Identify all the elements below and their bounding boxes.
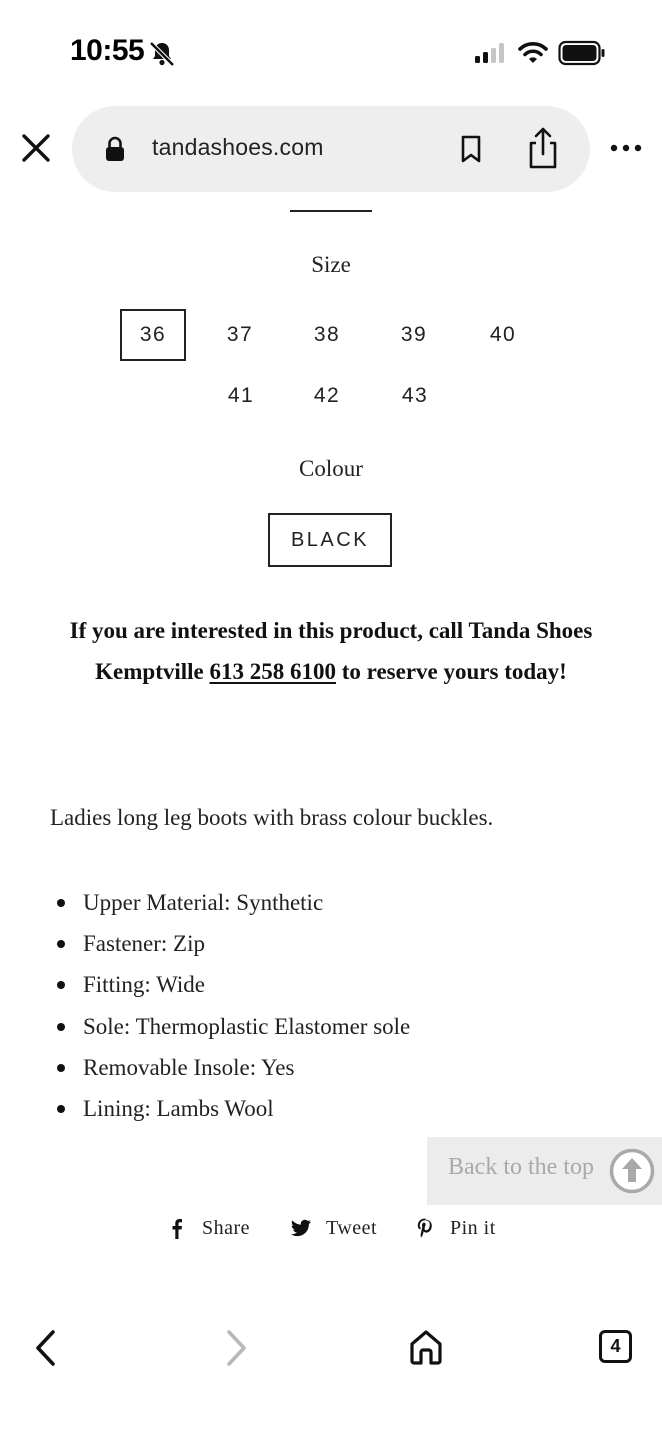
spec-item: Fastener: Zip — [50, 923, 410, 964]
pinterest-icon — [414, 1217, 436, 1239]
size-option-42[interactable]: 42 — [313, 384, 341, 407]
close-icon[interactable] — [18, 130, 54, 166]
size-label: Size — [311, 252, 351, 277]
share-label: Share — [202, 1216, 251, 1239]
home-icon[interactable] — [408, 1328, 444, 1366]
spec-list — [50, 882, 410, 1129]
phone-link[interactable]: 613 258 6100 — [209, 659, 337, 684]
spec-item: Removable Insole: Yes — [50, 1047, 410, 1088]
status-time: 10:55 — [70, 34, 145, 67]
size-option-36[interactable]: 36 — [120, 309, 186, 361]
pin-label: Pin it — [450, 1216, 496, 1239]
product-description: Ladies long leg boots with brass colour buckles. — [50, 805, 494, 830]
size-option-39[interactable]: 39 — [400, 323, 428, 346]
address-bar[interactable] — [72, 106, 590, 192]
reserve-notice-text: If you are interested in this product, call Tanda Shoes Kemptville — [69, 618, 593, 684]
size-option-38[interactable]: 38 — [313, 323, 341, 346]
bell-slash-icon — [148, 40, 176, 68]
tabs-button[interactable]: 4 — [599, 1330, 632, 1363]
spec-item: Lining: Lambs Wool — [50, 1088, 410, 1129]
size-option-37[interactable]: 37 — [226, 323, 254, 346]
wifi-icon — [518, 40, 548, 66]
colour-option-black[interactable]: BLACK — [268, 513, 392, 567]
size-option-43[interactable]: 43 — [401, 384, 429, 407]
section-divider — [290, 210, 372, 212]
arrow-up-circle-icon — [609, 1148, 655, 1194]
more-icon[interactable] — [606, 136, 646, 160]
forward-icon[interactable] — [220, 1328, 252, 1368]
spec-item: Upper Material: Synthetic — [50, 882, 410, 923]
spec-item: Fitting: Wide — [50, 964, 410, 1005]
share-pinterest-button[interactable] — [414, 1212, 496, 1244]
share-facebook-button[interactable] — [166, 1212, 250, 1244]
facebook-icon — [166, 1217, 188, 1239]
bookmark-icon[interactable] — [458, 134, 484, 164]
back-to-top-button[interactable] — [427, 1137, 662, 1205]
reserve-notice-text-end: to reserve yours today! — [336, 659, 567, 684]
back-to-top-label: Back to the top — [448, 1154, 594, 1180]
battery-icon — [558, 40, 606, 66]
share-twitter-button[interactable] — [290, 1212, 377, 1244]
lock-icon — [104, 136, 126, 162]
cellular-signal-icon — [474, 42, 508, 64]
spec-item: Sole: Thermoplastic Elastomer sole — [50, 1006, 410, 1047]
back-icon[interactable] — [30, 1328, 62, 1368]
share-icon[interactable] — [524, 126, 562, 170]
tweet-label: Tweet — [326, 1216, 378, 1239]
reserve-notice — [50, 610, 612, 692]
size-option-40[interactable]: 40 — [489, 323, 517, 346]
size-option-41[interactable]: 41 — [227, 384, 255, 407]
url-text[interactable]: tandashoes.com — [152, 134, 324, 160]
twitter-icon — [290, 1217, 312, 1239]
colour-label: Colour — [299, 456, 363, 481]
